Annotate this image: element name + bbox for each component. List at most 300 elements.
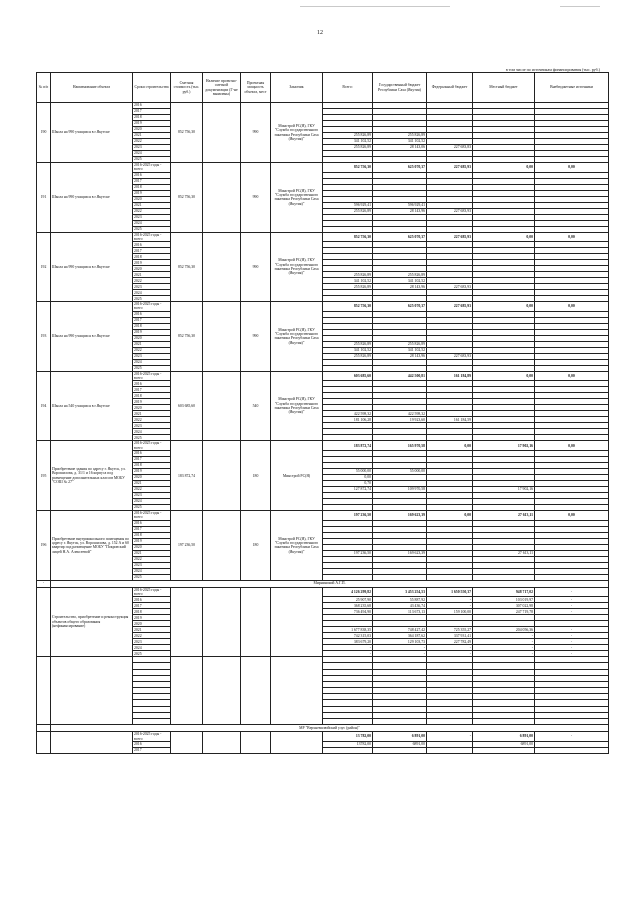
amount-cell: 736 494,90 xyxy=(323,609,373,615)
header-state: Государственный бюджет Республики Саха (Якутия) xyxy=(373,73,427,103)
amount-cell: 0,00 xyxy=(427,441,473,451)
year-cell: 2018 xyxy=(133,115,171,121)
amount-cell: 28 143,96 xyxy=(373,284,427,290)
year-cell: 2016-2025 годы - всего xyxy=(133,163,171,173)
amount-cell: 28 143,96 xyxy=(373,353,427,359)
amount-cell: 0,00 xyxy=(535,371,609,381)
estimated-cost xyxy=(171,587,203,657)
table-row xyxy=(37,232,609,242)
amount-cell: 337 931,41 xyxy=(427,633,473,639)
estimated-cost: 603 685,60 xyxy=(171,371,203,441)
year-cell: 2021 xyxy=(133,133,171,139)
amount-cell: 364 187,62 xyxy=(373,633,427,639)
amount-cell: 0,00 xyxy=(473,302,535,312)
amount-cell: 0,00 xyxy=(535,441,609,451)
funding-note: в том числе по источникам финансирования (тыс. руб.) xyxy=(505,67,600,72)
object-number: 195 xyxy=(37,441,51,511)
customer: Минстрой РС(Я), ГКУ "Служба государственного заказчика Республики Саха (Якутия)" xyxy=(271,163,323,233)
table-row xyxy=(37,371,609,381)
header-extra: Внебюджетные источники xyxy=(535,73,609,103)
amount-cell: 0,00 xyxy=(427,510,473,520)
amount-cell: 0,00 xyxy=(535,232,609,242)
year-cell: 2020 xyxy=(133,474,171,480)
amount-cell: 227 683,93 xyxy=(427,284,473,290)
year-cell: 2023 xyxy=(133,423,171,429)
amount-cell: 1 650 550,37 xyxy=(427,587,473,597)
amount-cell: 113 673,13 xyxy=(373,609,427,615)
amount-cell: 0,00 xyxy=(535,302,609,312)
amount-cell: 227 683,93 xyxy=(427,353,473,359)
object-name xyxy=(51,732,133,754)
year-cell: 2020 xyxy=(133,127,171,133)
customer: Минстрой РС(Я), ГКУ "Служба государственного заказчика Республики Саха (Якутия)" xyxy=(271,302,323,372)
table-row xyxy=(37,587,609,597)
amount-cell: - xyxy=(535,645,609,651)
year-cell: 2023 xyxy=(133,214,171,220)
table-row xyxy=(37,441,609,451)
amount-cell: 169 623,39 xyxy=(373,510,427,520)
header-customer: Заказчик xyxy=(271,73,323,103)
year-cell: 2016 xyxy=(133,520,171,526)
estimated-cost: 852 756,30 xyxy=(171,302,203,372)
project-doc xyxy=(203,587,241,657)
amount-cell: 0,00 xyxy=(473,163,535,173)
year-cell: 2019 xyxy=(133,538,171,544)
amount-cell xyxy=(427,747,473,753)
amount-cell: 948 717,02 xyxy=(473,587,535,597)
section-title: Мирнинский А.Г.П. xyxy=(51,580,609,587)
amount-cell: 13 782,00 xyxy=(323,732,373,742)
amount-cell: 17 902,16 xyxy=(473,486,535,492)
amount-cell: 0,00 xyxy=(473,232,535,242)
amount-cell: 6891,00 xyxy=(373,741,427,747)
customer: Минстрой РС(Я), ГКУ "Служба государственного заказчика Республики Саха (Якутия)" xyxy=(271,371,323,441)
amount-cell: 255 826,89 xyxy=(323,145,373,151)
amount-cell: 255 826,89 xyxy=(323,353,373,359)
year-cell: 2021 xyxy=(133,411,171,417)
estimated-cost: 183 872,74 xyxy=(171,441,203,511)
year-cell: 2018 xyxy=(133,393,171,399)
amount-cell: 55 000,00 xyxy=(323,468,373,474)
amount-cell: 852 756,30 xyxy=(323,163,373,173)
capacity: 180 xyxy=(241,510,271,580)
year-cell: 2024 xyxy=(133,429,171,435)
amount-cell: 625 070,37 xyxy=(373,163,427,173)
project-doc xyxy=(203,510,241,580)
year-cell: 2016-2025 годы - всего xyxy=(133,441,171,451)
year-cell: 2022 xyxy=(133,633,171,639)
amount-cell: - xyxy=(427,597,473,603)
year-cell: 2017 xyxy=(133,456,171,462)
amount-cell: 307 022,98 xyxy=(473,603,535,609)
amount-cell: 129 103,73 xyxy=(373,639,427,645)
year-cell: 2016-2025 годы - всего xyxy=(133,371,171,381)
amount-cell: 341 102,52 xyxy=(373,347,427,353)
amount-cell: 255 826,89 xyxy=(323,208,373,214)
section-row xyxy=(37,725,609,732)
amount-cell: 625 070,37 xyxy=(373,302,427,312)
year-cell: 2016-2025 годы - всего xyxy=(133,232,171,242)
amount-cell: - xyxy=(535,627,609,633)
header-local: Местный бюджет xyxy=(473,73,535,103)
amount-cell: 103 019,97 xyxy=(473,597,535,603)
amount-cell: 255 826,89 xyxy=(373,272,427,278)
year-cell: 2017 xyxy=(133,387,171,393)
year-cell: 2025 xyxy=(133,296,171,302)
year-cell: 2023 xyxy=(133,353,171,359)
amount-cell: 159 100,00 xyxy=(427,609,473,615)
project-doc xyxy=(203,163,241,233)
section-num: - xyxy=(37,580,51,587)
header-doc: Наличие проектно-сметной документации (Г-не выявлены) xyxy=(203,73,241,103)
year-cell: 2018 xyxy=(133,323,171,329)
amount-cell: 227 782,49 xyxy=(427,639,473,645)
header-term: Сроки строительства xyxy=(133,73,171,103)
amount-cell: - xyxy=(323,645,373,651)
year-cell: 2020 xyxy=(133,266,171,272)
year-cell: 2018 xyxy=(133,609,171,615)
year-cell: 2018 xyxy=(133,532,171,538)
table-row xyxy=(37,163,609,173)
year-cell: 2018 xyxy=(133,184,171,190)
year-cell: 2022 xyxy=(133,486,171,492)
year-cell: 2017 xyxy=(133,526,171,532)
amount-cell: - xyxy=(535,609,609,615)
year-cell: 2016 xyxy=(133,381,171,387)
amount-cell: 165 970,58 xyxy=(373,441,427,451)
amount-cell: - xyxy=(535,587,609,597)
year-cell: 2016-2025 годы - всего xyxy=(133,587,171,597)
amount-cell: - xyxy=(535,633,609,639)
amount-cell: 341 102,52 xyxy=(323,139,373,145)
customer: Минстрой РС(Я), ГКУ "Служба государственного заказчика Республики Саха (Якутия)" xyxy=(271,510,323,580)
amount-cell: - xyxy=(535,732,609,742)
section-row xyxy=(37,580,609,587)
amount-cell xyxy=(323,747,373,753)
amount-cell: 255 826,89 xyxy=(373,133,427,139)
capacity: 990 xyxy=(241,163,271,233)
amount-cell: - xyxy=(535,603,609,609)
amount-cell: - xyxy=(473,645,535,651)
amount-cell: 227 685,93 xyxy=(427,163,473,173)
project-doc xyxy=(203,302,241,372)
year-cell: 2019 xyxy=(133,615,171,621)
year-cell: 2024 xyxy=(133,359,171,365)
year-cell: 2016 xyxy=(133,741,171,747)
year-cell: 2021 xyxy=(133,202,171,208)
amount-cell: 6 891,00 xyxy=(373,732,427,742)
year-cell: 2020 xyxy=(133,621,171,627)
table-row xyxy=(37,510,609,520)
year-cell: 2016-2025 годы - всего xyxy=(133,302,171,312)
year-cell: 2025 xyxy=(133,651,171,657)
amount-cell: - xyxy=(473,639,535,645)
object-name: Школа на 990 учащихся в г.Якутске xyxy=(51,103,133,163)
capacity: 180 xyxy=(241,441,271,511)
estimated-cost xyxy=(171,732,203,754)
amount-cell: - xyxy=(427,645,473,651)
amount-cell: 422 598,32 xyxy=(373,411,427,417)
year-cell: 2022 xyxy=(133,278,171,284)
project-doc xyxy=(203,103,241,163)
amount-cell xyxy=(373,747,427,753)
amount-cell: 28 143,06 xyxy=(373,145,427,151)
object-number: 191 xyxy=(37,163,51,233)
year-cell: 2022 xyxy=(133,208,171,214)
amount-cell: 227 683,93 xyxy=(427,208,473,214)
amount-cell: 55 887,92 xyxy=(373,597,427,603)
year-cell: 2019 xyxy=(133,260,171,266)
year-cell: 2023 xyxy=(133,562,171,568)
amount-cell: 725 355,27 xyxy=(427,627,473,633)
amount-cell: 127 872,74 xyxy=(323,486,373,492)
year-cell: 2021 xyxy=(133,341,171,347)
amount-cell: 0,00 xyxy=(535,163,609,173)
year-cell: 2025 xyxy=(133,157,171,163)
amount-cell: 603 685,60 xyxy=(323,371,373,381)
year-cell: 2024 xyxy=(133,151,171,157)
amount-cell: 0,00 xyxy=(535,510,609,520)
object-number: 194 xyxy=(37,371,51,441)
amount-cell: 55 000,00 xyxy=(373,468,427,474)
year-cell: 2023 xyxy=(133,492,171,498)
customer: Минстрой РС(Я) xyxy=(271,441,323,511)
estimated-cost: 197 236,50 xyxy=(171,510,203,580)
amount-cell: 0,00 xyxy=(323,474,373,480)
amount-cell: 0,70 xyxy=(323,480,373,486)
year-cell: 2021 xyxy=(133,480,171,486)
object-name: Школа на 990 учащихся в г.Якутске xyxy=(51,302,133,372)
year-cell: 2021 xyxy=(133,272,171,278)
capacity: 990 xyxy=(241,302,271,372)
table-header xyxy=(37,73,609,103)
year-cell: 2017 xyxy=(133,317,171,323)
header-federal: Федеральный бюджет xyxy=(427,73,473,103)
amount-cell: 3 453 254,53 xyxy=(373,587,427,597)
amount-cell: 19 923,60 xyxy=(373,417,427,423)
amount-cell: - xyxy=(473,633,535,639)
object-name: Школа на 990 учащихся в г.Якутске xyxy=(51,232,133,302)
header-name: Наименование объекта xyxy=(51,73,133,103)
year-cell: 2024 xyxy=(133,220,171,226)
year-cell: 2019 xyxy=(133,468,171,474)
amount-cell: 197 236,50 xyxy=(323,550,373,556)
year-cell: 2021 xyxy=(133,627,171,633)
amount-cell: 255 826,89 xyxy=(323,272,373,278)
object-number xyxy=(37,732,51,754)
amount-cell: 28 143,96 xyxy=(373,208,427,214)
capacity: 540 xyxy=(241,371,271,441)
year-cell: 2025 xyxy=(133,574,171,580)
project-doc xyxy=(203,657,241,725)
object-name xyxy=(51,657,133,725)
amount-cell: 247 719,78 xyxy=(473,609,535,615)
year-cell: 2025 xyxy=(133,365,171,371)
amount-cell xyxy=(473,747,535,753)
estimated-cost: 852 756,30 xyxy=(171,163,203,233)
amount-cell: - xyxy=(535,639,609,645)
amount-cell: - xyxy=(427,603,473,609)
project-doc xyxy=(203,441,241,511)
object-number xyxy=(37,657,51,725)
amount-cell: 0,00 xyxy=(473,371,535,381)
year-cell: 2023 xyxy=(133,284,171,290)
amount-cell: 6 891,00 xyxy=(473,732,535,742)
year-cell: 2020 xyxy=(133,544,171,550)
amount-cell: 596 929,41 xyxy=(373,202,427,208)
object-name: Приобретение здания по адресу г. Якутск, ул. Ворошилова, д. 31/1 и 16 корпуса под размещение дополнительных классов МОБУ "СОШ № 27" xyxy=(51,441,133,511)
amount-cell: 852 756,30 xyxy=(323,302,373,312)
year-cell: 2017 xyxy=(133,603,171,609)
object-name: Строительство, приобретение и реконструкция объектов общего образования (нефинансирование) xyxy=(51,587,133,657)
customer: Минстрой РС(Я), ГКУ "Служба государственного заказчика Республики Саха (Якутия)" xyxy=(271,232,323,302)
year-cell: 2025 xyxy=(133,226,171,232)
year-cell: 2018 xyxy=(133,462,171,468)
customer xyxy=(271,657,323,725)
amount-cell: 625 070,37 xyxy=(373,232,427,242)
year-cell: 2017 xyxy=(133,178,171,184)
year-cell: 2016 xyxy=(133,450,171,456)
estimated-cost: 852 756,30 xyxy=(171,232,203,302)
amount-cell: 227 685,93 xyxy=(427,232,473,242)
amount-cell: 4 126 299,82 xyxy=(323,587,373,597)
year-cell: 2023 xyxy=(133,145,171,151)
year-cell: 2025 xyxy=(133,504,171,510)
object-number: 192 xyxy=(37,232,51,302)
amount-cell: 109 970,58 xyxy=(373,486,427,492)
amount-cell: - xyxy=(323,651,373,657)
year-cell: 2020 xyxy=(133,196,171,202)
amount-cell: 169 623,39 xyxy=(373,550,427,556)
amount-cell: 227 683,83 xyxy=(427,145,473,151)
amount-cell: 161 184,59 xyxy=(427,417,473,423)
capacity xyxy=(241,587,271,657)
amount-cell: 748 427,42 xyxy=(373,627,427,633)
amount-cell: 383 679,20 xyxy=(323,639,373,645)
amount-cell: - xyxy=(373,645,427,651)
table-row xyxy=(37,302,609,312)
amount-cell: 17 902,16 xyxy=(473,441,535,451)
amount-cell: 13782,00 xyxy=(323,741,373,747)
amount-cell: 27 613,11 xyxy=(473,510,535,520)
section-num xyxy=(37,725,51,732)
amount-cell: 161 184,89 xyxy=(427,371,473,381)
year-cell: 2020 xyxy=(133,335,171,341)
amount-cell: 255 826,89 xyxy=(323,284,373,290)
customer xyxy=(271,587,323,657)
capacity xyxy=(241,732,271,754)
project-doc xyxy=(203,232,241,302)
year-cell: 2018 xyxy=(133,254,171,260)
year-cell: 2024 xyxy=(133,498,171,504)
object-number: 193 xyxy=(37,302,51,372)
header-cost: Сметная стоимость (тыс. руб.) xyxy=(171,73,203,103)
amount-cell: 341 102,52 xyxy=(323,347,373,353)
amount-cell: - xyxy=(427,651,473,657)
year-cell: 2022 xyxy=(133,556,171,562)
estimated-cost xyxy=(171,657,203,725)
estimated-cost: 852 756,30 xyxy=(171,103,203,163)
scan-artifact-line xyxy=(560,6,600,7)
year-cell: 2016-2025 годы - всего xyxy=(133,732,171,742)
amount-cell: - xyxy=(473,651,535,657)
header-num: № п/п xyxy=(37,73,51,103)
project-doc xyxy=(203,732,241,754)
table-body xyxy=(37,103,609,754)
year-cell: 2022 xyxy=(133,417,171,423)
amount-cell: 27 613,11 xyxy=(473,550,535,556)
amount-cell: 596 929,41 xyxy=(323,202,373,208)
year-cell: 2024 xyxy=(133,568,171,574)
year-cell: 2020 xyxy=(133,405,171,411)
amount-cell: 368 235,68 xyxy=(323,603,373,609)
amount-cell: 6891,00 xyxy=(473,741,535,747)
amount-cell: 422 598,32 xyxy=(323,411,373,417)
investment-table xyxy=(36,72,609,754)
amount-cell: 852 756,30 xyxy=(323,232,373,242)
year-cell: 2017 xyxy=(133,109,171,115)
year-cell: 2023 xyxy=(133,639,171,645)
amount-cell: 341 102,52 xyxy=(373,139,427,145)
project-doc xyxy=(203,371,241,441)
year-cell: 2016 xyxy=(133,597,171,603)
object-number: 196 xyxy=(37,510,51,580)
year-cell: 2016-2025 годы - всего xyxy=(133,510,171,520)
section-title: МР "Верхневилюйский улус (район)" xyxy=(51,725,609,732)
amount-cell: - xyxy=(427,732,473,742)
year-cell: 2019 xyxy=(133,329,171,335)
customer: Минстрой РС(Я), ГКУ "Служба государственного заказчика Республики Саха (Якутия)" xyxy=(271,103,323,163)
year-cell: 2021 xyxy=(133,550,171,556)
year-cell: 2017 xyxy=(133,747,171,753)
amount-cell: 43 436,74 xyxy=(373,603,427,609)
page-number: 12 xyxy=(317,30,323,36)
amount-cell: 255 826,89 xyxy=(373,341,427,347)
customer xyxy=(271,732,323,754)
amount-cell: 442 500,81 xyxy=(373,371,427,381)
year-cell: 2022 xyxy=(133,347,171,353)
year-cell: 2016 xyxy=(133,242,171,248)
amount-cell: 1 677 838,35 xyxy=(323,627,373,633)
amount-cell: 181 106,28 xyxy=(323,417,373,423)
amount-cell xyxy=(535,747,609,753)
capacity: 990 xyxy=(241,232,271,302)
capacity: 990 xyxy=(241,103,271,163)
year-cell: 2017 xyxy=(133,248,171,254)
amount-cell: 255 826,89 xyxy=(323,133,373,139)
year-cell: 2016 xyxy=(133,172,171,178)
amount-cell: 183 872,74 xyxy=(323,441,373,451)
amount-cell: - xyxy=(535,651,609,657)
year-cell: 2025 xyxy=(133,435,171,441)
amount-cell: - xyxy=(535,597,609,603)
header-total: Всего: xyxy=(323,73,373,103)
scan-artifact-line xyxy=(300,6,450,7)
amount-cell: - xyxy=(373,651,427,657)
year-cell: 2016 xyxy=(133,103,171,109)
table-row xyxy=(37,732,609,742)
year-cell: 2024 xyxy=(133,290,171,296)
object-name: Приобретение внутришкольного помещения по адресу г. Якутск, ул. Ворошилова, д. 152 А и 60 квартир под размещение МОБУ "Покровский лицей Н.А. Алексеевой" xyxy=(51,510,133,580)
amount-cell: 227 685,93 xyxy=(427,302,473,312)
object-number: 190 xyxy=(37,103,51,163)
amount-cell: 197 236,50 xyxy=(323,510,373,520)
object-name: Школа на 540 учащихся в г.Якутске xyxy=(51,371,133,441)
amount-cell: 341 102,52 xyxy=(323,278,373,284)
year-cell: 2019 xyxy=(133,190,171,196)
year-cell: 2016 xyxy=(133,311,171,317)
amount-cell: 742 315,03 xyxy=(323,633,373,639)
